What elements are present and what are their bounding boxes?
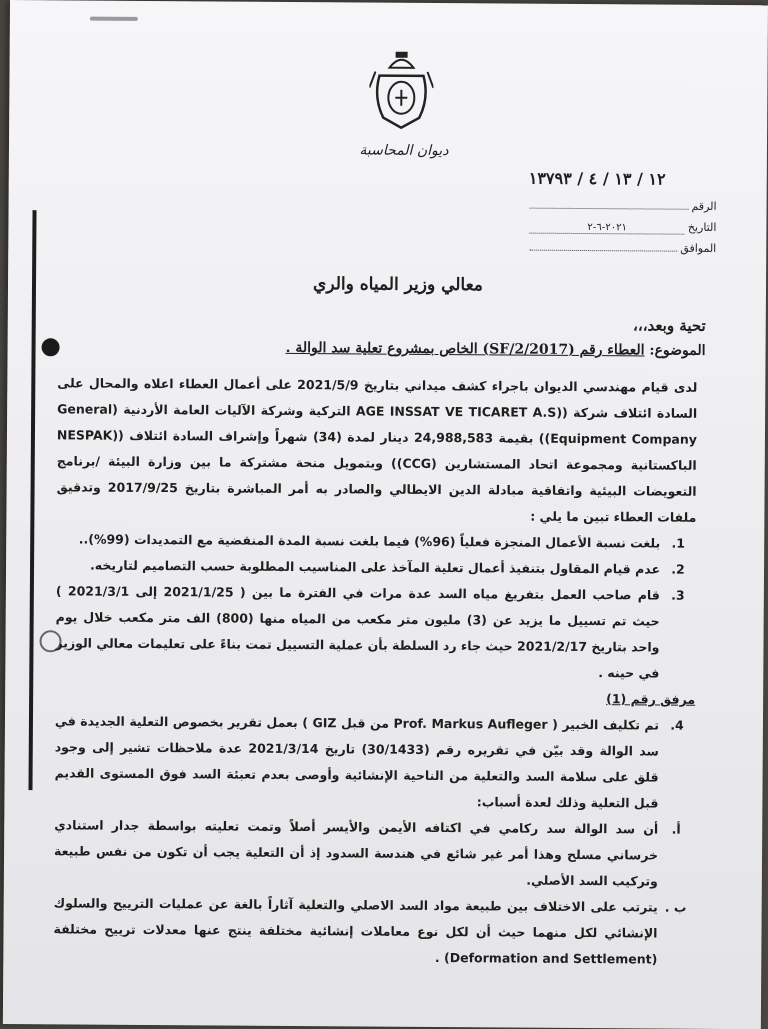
meta-row — [526, 241, 716, 263]
margin-line — [28, 210, 36, 790]
greeting: تحية وبعد،،، — [632, 316, 706, 335]
staple — [90, 17, 138, 21]
item-number: 4. — [670, 717, 684, 733]
list-item — [55, 578, 696, 686]
meta-row — [526, 220, 716, 242]
field-label: التاريخ — [687, 220, 717, 234]
subject-prefix: الموضوع: — [649, 342, 706, 359]
item-number: أ. — [671, 821, 681, 837]
list-item — [54, 812, 695, 894]
field-label: الرقم — [691, 199, 717, 213]
item-text: أن سد الوالة سد ركامي في اكتافه الأيمن والأيسر أصلاً وتمت تعليته بواسطة جدار استنادي خرساني مسلح وهذا أمر غير شائع في هندسة السدود إذ أن التعلية يجب أن تكون من نفس طبيعة وتركيب السد الأصلي. — [54, 817, 659, 889]
subject-text: العطاء رقم (SF/2/2017) الخاص بمشروع تعلية سد الوالة . — [285, 339, 645, 359]
item-text: تم تكليف الخبير ( Prof. Markus Aufleger من قبل GIZ ) بعمل تقرير بخصوص التعلية الجديدة في سد الوالة وقد بيّن في تقريره رقم (30/1433) تاريخ 2021/3/14 عدة ملاحظات تشير إلى وجود قلق على سلامة السد والتعلية من الناحية الإنشائية وأوصى بعدم تعبئة السد فوق المستوى القديم قبل التعلية وذلك لعدة أسباب: — [54, 713, 660, 811]
attachment-note: مرفق رقم (1) — [606, 691, 696, 707]
letter-page — [3, 0, 768, 1029]
item-text: قام صاحب العمل بتفريغ مياه السد عدة مرات في الفترة ما بين ( 2021/1/25 إلى 2021/3/1 ) حيث تم تسييل ما يزيد عن (3) مليون متر مكعب من المياه منها (800) الف متر مكعب خلال يوم واحد بتاريخ 2021/2/17 حيث جاء رد السلطة بأن عملية التسييل تمت بناءً على تعليمات معالي الوزير في حينه . — [55, 583, 660, 681]
reference-block — [526, 199, 716, 263]
item-text: عدم قيام المقاول بتنفيذ أعمال تعلية المآخذ على المناسيب المطلوبة حسب التصاميم لتاريخه. — [90, 557, 661, 577]
item-number: 1. — [671, 535, 685, 551]
item-number: 3. — [671, 587, 685, 603]
field-label: الموافق — [680, 241, 717, 255]
field-value: ٢٠٢١-٦-٢ — [529, 222, 685, 235]
letter-body — [53, 370, 697, 972]
punch-hole — [42, 338, 60, 356]
intro-paragraph: لدى قيام مهندسي الديوان باجراء كشف ميداني بتاريخ 2021/5/9 على أعمال العطاء اعلاه والمحال على السادة ائتلاف شركة ((AGE INSSAT VE TICARET A.S التركية وشركة الآليات العامة الأردنية (General Equipment Company)) بقيمة 24,988,583 دينار لمدة (34) شهراً وإشراف السادة ائتلاف ((NESPAK الباكستانية ومجموعة اتحاد المستشارين (CCG)) وبتمويل منحة مشتركة ما بين وزارة البيئة /برنامج التعويضات البيئية واتفاقية مبادلة الدين الايطالي والصادر به أمر المباشرة بتاريخ 2017/9/25 وتدقيق ملفات العطاء تبين ما يلي : — [56, 375, 698, 525]
list-item — [54, 708, 695, 816]
item-number: ب . — [664, 899, 687, 915]
reference-number: ١٢ / ١٣ / ٤ / ١٣٧٩٣ — [528, 168, 666, 189]
field-value — [529, 250, 677, 252]
department-name: ديوان المحاسبة — [359, 142, 449, 160]
item-text: يترتب على الاختلاف بين طبيعة مواد السد الاصلي والتعلية آثاراً بالغة عن عمليات الترييح والسلوك الإنشائي لكل منهما حيث أن لكل نوع معاملات إنشائية مختلفة ينتج عنها معدلات ترييح مختلفة (Deformation and Settlement) . — [53, 895, 658, 967]
list-item — [53, 890, 694, 972]
meta-row — [526, 199, 716, 221]
subject-line — [66, 338, 706, 358]
addressee: معالي وزير المياه والري — [313, 274, 484, 296]
item-number: 2. — [671, 561, 685, 577]
field-value — [530, 208, 689, 210]
item-text: بلغت نسبة الأعمال المنجزة فعلياً (96%) فيما بلغت نسبة المدة المنقضية مع التمديدات (99%).. — [78, 531, 661, 551]
